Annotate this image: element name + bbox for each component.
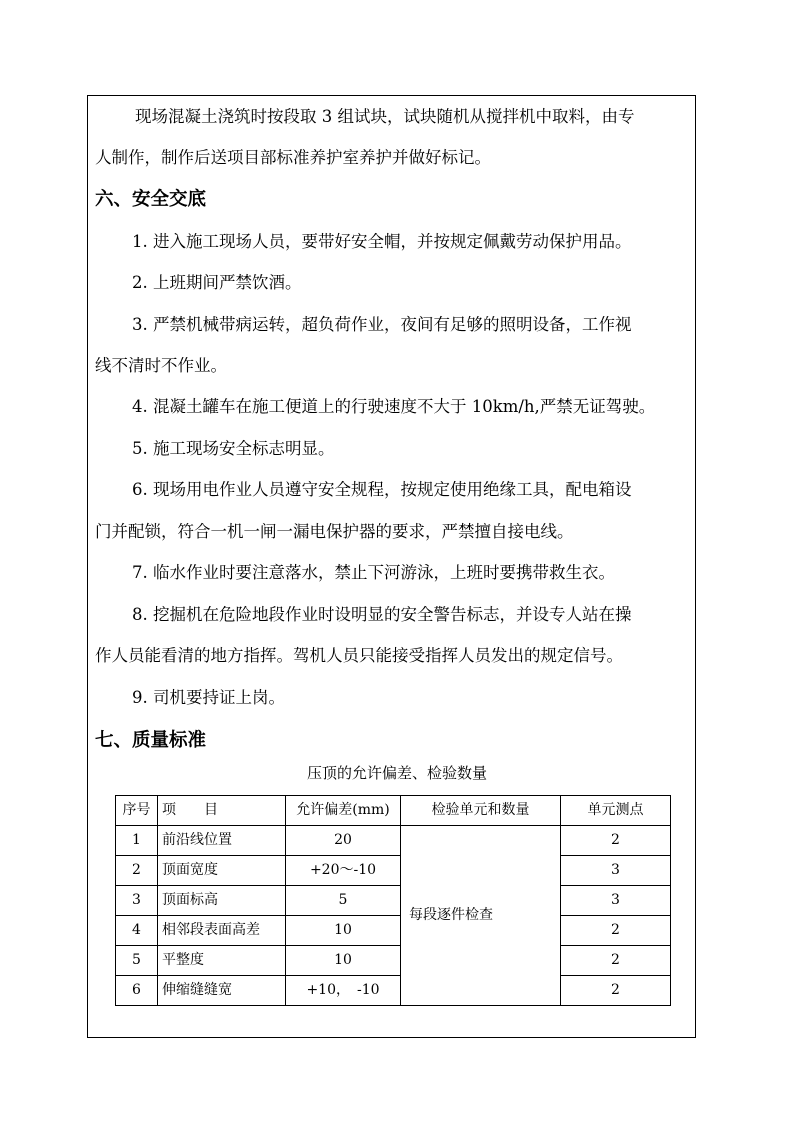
- list-item: 9. 司机要持证上岗。: [132, 688, 285, 707]
- row-number: 5: [116, 946, 158, 976]
- list-item: 2. 上班期间严禁饮酒。: [132, 273, 302, 292]
- inspection-method-cell: 每段逐件检查: [401, 826, 561, 1006]
- row-item: 平整度: [158, 946, 286, 976]
- list-item: 8. 挖掘机在危险地段作业时设明显的安全警告标志，并设专人站在操: [132, 605, 632, 624]
- row-tolerance: 5: [286, 886, 401, 916]
- list-item: 6. 现场用电作业人员遵守安全规程，按规定使用绝缘工具，配电箱设: [132, 480, 632, 499]
- table-caption: 压顶的允许偏差、检验数量: [306, 764, 487, 782]
- section-heading-safety: 六、安全交底: [95, 189, 207, 210]
- row-points: 2: [561, 826, 671, 856]
- table-row: [116, 976, 671, 1006]
- table-header-row: [116, 796, 671, 826]
- row-points: 2: [561, 916, 671, 946]
- list-item: 4. 混凝土罐车在施工便道上的行驶速度不大于 10km/h,严禁无证驾驶。: [132, 397, 656, 416]
- table-row: [116, 856, 671, 886]
- list-item: 5. 施工现场安全标志明显。: [132, 439, 335, 458]
- quality-standard-table: [115, 795, 671, 1006]
- row-points: 3: [561, 856, 671, 886]
- row-number: 3: [116, 886, 158, 916]
- row-number: 4: [116, 916, 158, 946]
- row-item: 相邻段表面高差: [158, 916, 286, 946]
- row-item: 顶面宽度: [158, 856, 286, 886]
- row-tolerance: 10: [286, 916, 401, 946]
- list-item-continuation: 门并配锁，符合一机一闸一漏电保护器的要求，严禁擅自接电线。: [95, 522, 574, 541]
- list-item-continuation: 线不清时不作业。: [95, 356, 227, 375]
- row-tolerance: 20: [286, 826, 401, 856]
- paragraph-line: 人制作，制作后送项目部标准养护室养护并做好标记。: [95, 148, 491, 167]
- list-item: 7. 临水作业时要注意落水，禁止下河游泳，上班时要携带救生衣。: [132, 563, 615, 582]
- row-number: 6: [116, 976, 158, 1006]
- paragraph-line: 现场混凝土浇筑时按段取 3 组试块，试块随机从搅拌机中取料，由专: [135, 107, 635, 126]
- header-cell: 单元测点: [561, 796, 671, 826]
- row-points: 3: [561, 886, 671, 916]
- row-points: 2: [561, 976, 671, 1006]
- table-row: [116, 946, 671, 976]
- list-item: 3. 严禁机械带病运转，超负荷作业，夜间有足够的照明设备，工作视: [132, 315, 632, 334]
- row-number: 1: [116, 826, 158, 856]
- row-item: 前沿线位置: [158, 826, 286, 856]
- row-points: 2: [561, 946, 671, 976]
- section-heading-quality: 七、质量标准: [95, 730, 207, 751]
- table-row: [116, 916, 671, 946]
- row-tolerance: +20～-10: [286, 856, 401, 886]
- row-tolerance: 10: [286, 946, 401, 976]
- header-cell: 允许偏差(mm): [286, 796, 401, 826]
- list-item-continuation: 作人员能看清的地方指挥。驾机人员只能接受指挥人员发出的规定信号。: [95, 646, 623, 665]
- row-number: 2: [116, 856, 158, 886]
- row-tolerance: +10， -10: [286, 976, 401, 1006]
- table-row: [116, 826, 671, 856]
- row-item: 伸缩缝缝宽: [158, 976, 286, 1006]
- header-cell: 检验单元和数量: [401, 796, 561, 826]
- table-row: [116, 886, 671, 916]
- list-item: 1. 进入施工现场人员，要带好安全帽，并按规定佩戴劳动保护用品。: [132, 232, 632, 251]
- header-cell: 序号: [116, 796, 158, 826]
- header-cell: 项 目: [158, 796, 286, 826]
- row-item: 顶面标高: [158, 886, 286, 916]
